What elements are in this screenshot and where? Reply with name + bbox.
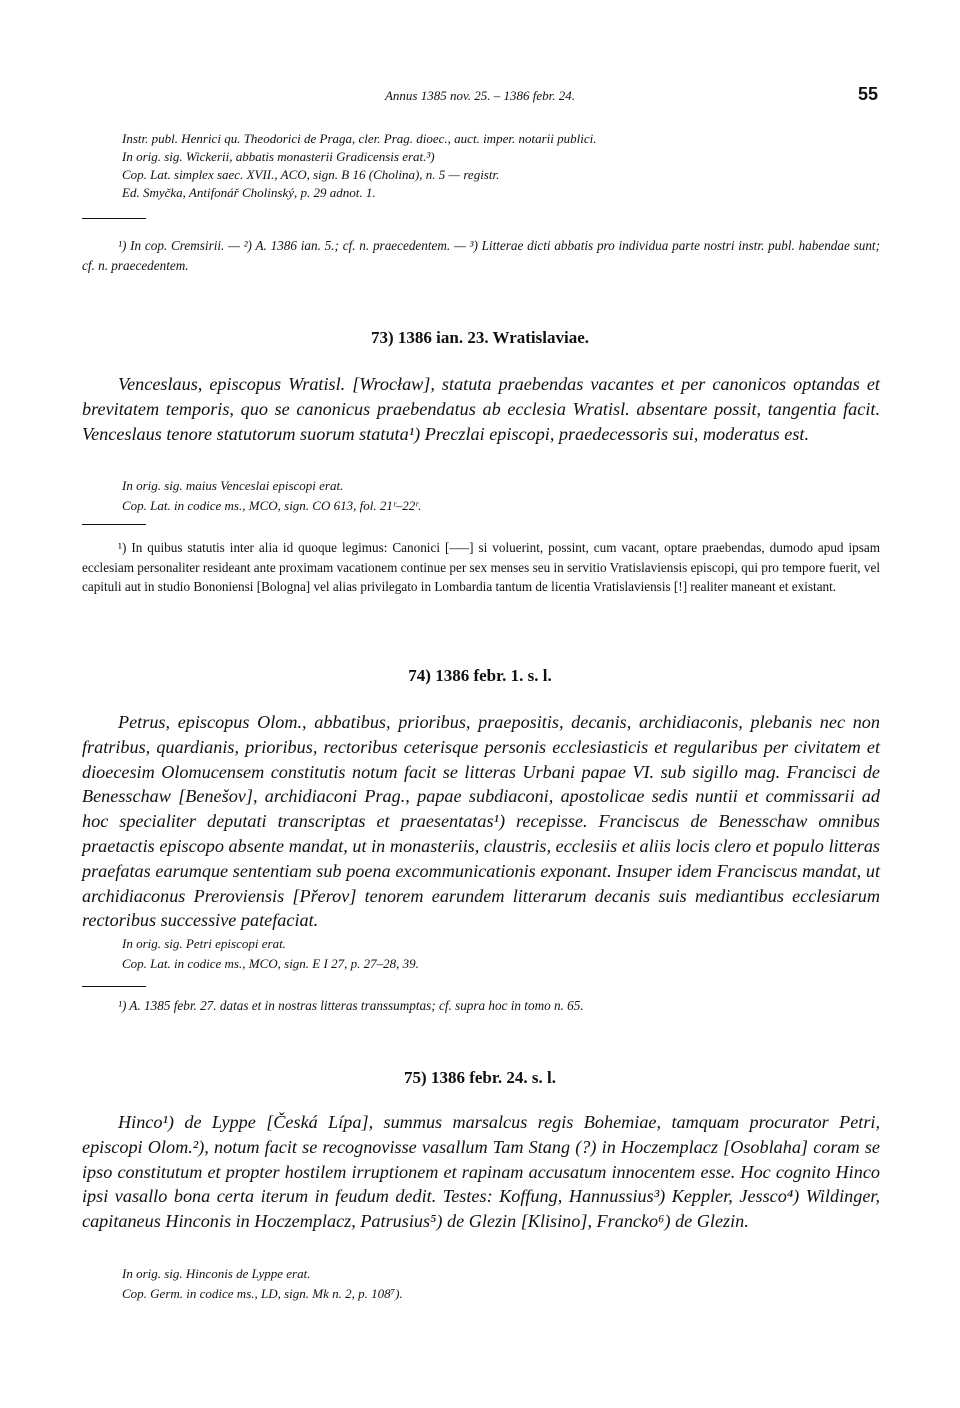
page-number: 55 bbox=[857, 84, 878, 104]
note-line: In orig. sig. Petri episcopi erat. bbox=[122, 936, 286, 951]
document-75-regest bbox=[82, 1110, 880, 1234]
document-74-regest bbox=[82, 710, 880, 933]
note-line: Cop. Lat. simplex saec. XVII., ACO, sign. B 16 (Cholina), n. 5 — registr. bbox=[122, 167, 500, 182]
footnote-rule bbox=[82, 986, 146, 987]
document-73-footnote bbox=[82, 538, 880, 597]
document-74-notes bbox=[122, 934, 842, 974]
note-line: Cop. Lat. in codice ms., MCO, sign. CO 613, fol. 21ʳ–22ʳ. bbox=[122, 498, 422, 513]
document-73-regest bbox=[82, 372, 880, 446]
regest-text: Venceslaus, episcopus Wratisl. [Wrocław], statuta praebendas vacantes et per canonicos optandas et brevitatem temporis, quo se canonicus praebendatus ab ecclesia Wratisl. absentare possit, tangentia facit. Venceslaus tenore statutorum suorum statuta¹) Preczlai episcopi, praedecessoris sui, moderatus est. bbox=[82, 374, 880, 444]
footnote-rule bbox=[82, 524, 146, 525]
document-73-heading: 73) 1386 ian. 23. Wratislaviae. bbox=[370, 328, 589, 347]
previous-document-footnote bbox=[82, 236, 880, 275]
regest-text: Hinco¹) de Lyppe [Česká Lípa], summus marsalcus regis Bohemiae, tamquam procurator Petri, episcopi Olom.²), notum facit se recognovisse vasallum Tam Stang (?) in Hoczemplacz [Osoblaha] coram se ipso constitutum et propter hostilem irruptionem et rapinam accusatum innocentem esse. Hoc cognito Hinco ipsi vasallo bona certa iterum in feudum dedit. Testes: Koffung, Hannussius³) Keppler, Jessco⁴) Wildinger, capitaneus Hinconis in Hoczemplacz, Patrusius⁵) de Glezin [Klisino], Francko⁶) de Glezin. bbox=[82, 1112, 880, 1232]
footnote-text: ¹) In cop. Cremsirii. — ²) A. 1386 ian. 5.; cf. n. praecedentem. — ³) Litterae dicti abbatis pro individua parte nostri instr. publ. habendae sunt; cf. n. praecedentem. bbox=[82, 238, 880, 273]
regest-text: Petrus, episcopus Olom., abbatibus, prioribus, praepositis, decanis, archidiaconis, plebanis nec non fratribus, quardianis, prioribus, rectoribus ceterisque personis ecclesiasticis et regularibus per civitatem et dioecesim Olomucensem constitutis notum facit se litteras Urbani papae VI. sub sigillo mag. Francisci de Benesschaw [Benešov], archidiaconi Prag., papae subdiaconi, apostolicae sedis nuntii et commissarii ad hoc specialiter deputati transcriptas et praesentatas¹) recepisse. Franciscus de Benesschaw omnibus praetactis episcopo absente mandat, ut in monasteriis, claustris, ecclesiis et aliis locis clero et populo litteras praefatas earumque sententiam sub poena excommunicationis exponant. Insuper idem Franciscus mandat, ut archidiaconus Preroviensis [Přerov] tenorem earundem litterarum decanis suis mediantibus ecclesiarum rectoribus successive patefaciat. bbox=[82, 712, 880, 931]
document-74-footnote bbox=[82, 996, 880, 1016]
document-73-notes bbox=[122, 476, 842, 516]
note-line: In orig. sig. Wickerii, abbatis monasterii Gradicensis erat.³) bbox=[122, 149, 435, 164]
footnote-text: ¹) A. 1385 febr. 27. datas et in nostras litteras transsumptas; cf. supra hoc in tomo n. 65. bbox=[118, 998, 584, 1013]
note-line: Instr. publ. Henrici qu. Theodorici de Praga, cler. Prag. dioec., auct. imper. notarii publici. bbox=[122, 131, 597, 146]
note-line: Ed. Smyčka, Antifonář Cholinský, p. 29 adnot. 1. bbox=[122, 185, 376, 200]
document-75-notes bbox=[122, 1264, 842, 1304]
footnote-rule bbox=[82, 218, 146, 219]
document-74-heading: 74) 1386 febr. 1. s. l. bbox=[408, 666, 552, 685]
document-75-heading: 75) 1386 febr. 24. s. l. bbox=[404, 1068, 556, 1087]
note-line: In orig. sig. Hinconis de Lyppe erat. bbox=[122, 1266, 311, 1281]
note-line: In orig. sig. maius Venceslai episcopi erat. bbox=[122, 478, 344, 493]
footnote-text: ¹) In quibus statutis inter alia id quoque legimus: Canonici [–––] si voluerint, possint, cum vacant, optare praebendas, dumodo apud ipsam ecclesiam personaliter resideant ante proximam vacationem continue per sex menses seu in servitio Vratislaviensis episcopi, qui pro tempore fuerit, vel capituli aut in studio Bononiensi [Bologna] vel alias privilegato in Lombardia tantum de licentia Vratislaviensis [!] realiter maneant et existant. bbox=[82, 540, 880, 594]
note-line: Cop. Lat. in codice ms., MCO, sign. E I 27, p. 27–28, 39. bbox=[122, 956, 419, 971]
previous-document-notes bbox=[122, 130, 882, 202]
note-line: Cop. Germ. in codice ms., LD, sign. Mk n. 2, p. 108⁷). bbox=[122, 1286, 403, 1301]
running-head: Annus 1385 nov. 25. – 1386 febr. 24. bbox=[384, 88, 576, 103]
